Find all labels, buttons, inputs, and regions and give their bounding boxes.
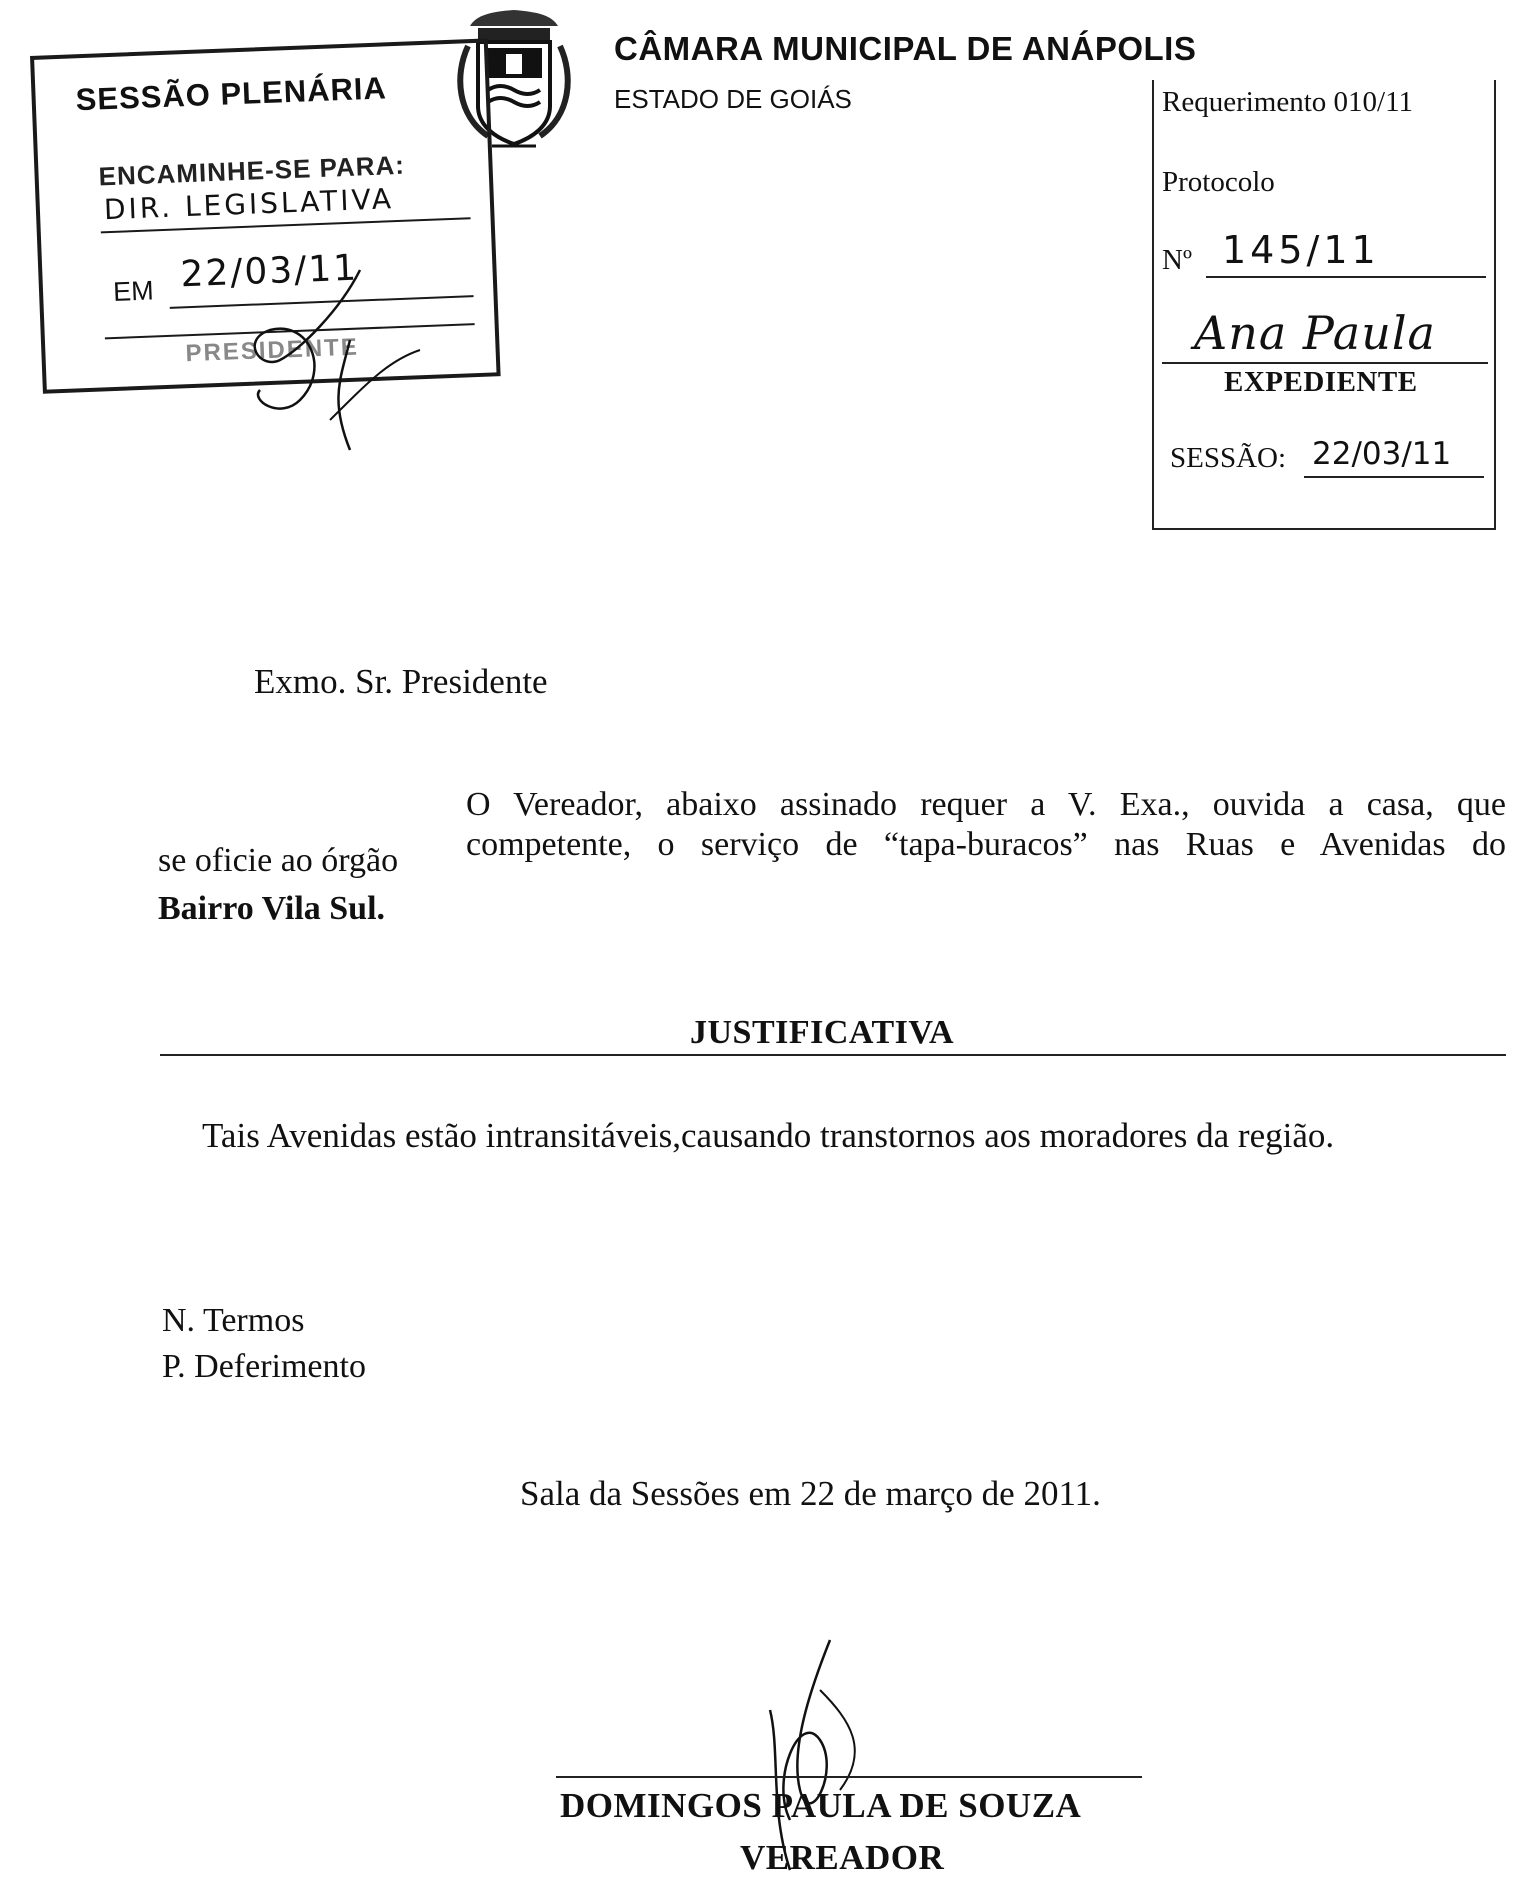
councilor-name: DOMINGOS PAULA DE SOUZA — [560, 1786, 1082, 1825]
protocol-number-value: 145/11 — [1222, 228, 1380, 272]
request-paragraph-line-2-left: se oficie ao órgão — [158, 842, 399, 879]
neighborhood-name: Bairro Vila Sul. — [158, 890, 386, 927]
justification-heading: JUSTIFICATIVA — [690, 1014, 955, 1051]
institution-subtitle: ESTADO DE GOIÁS — [614, 84, 852, 114]
president-signature-icon — [220, 250, 420, 460]
justification-divider — [160, 1054, 1506, 1056]
signature-line — [1162, 362, 1488, 364]
stamp-date-label: EM — [112, 275, 155, 307]
salutation: Exmo. Sr. Presidente — [254, 662, 548, 701]
protocol-box — [1152, 80, 1496, 530]
closing-request: P. Deferimento — [162, 1348, 366, 1385]
session-label: SESSÃO: — [1170, 442, 1287, 474]
expediente-label: EXPEDIENTE — [1224, 366, 1418, 398]
protocol-number-line — [1206, 276, 1486, 278]
request-paragraph-line-1: O Vereador, abaixo assinado requer a V. Exa., ouvida a casa, que — [466, 786, 1506, 823]
stamp-forward-label: ENCAMINHE-SE PARA: — [98, 149, 406, 192]
session-line — [1304, 476, 1484, 478]
justification-text: Tais Avenidas estão intransitáveis,causando transtornos aos moradores da região. — [202, 1116, 1335, 1155]
councilor-role: VEREADOR — [740, 1838, 945, 1877]
stamp-date-value: 22/03/11 — [179, 247, 359, 296]
stamp-forward-value: DIR. LEGISLATIVA — [103, 182, 395, 227]
institution-title: CÂMARA MUNICIPAL DE ANÁPOLIS — [614, 30, 1197, 67]
signature-line — [556, 1776, 1142, 1778]
protocol-label: Protocolo — [1162, 166, 1275, 198]
closing-terms: N. Termos — [162, 1302, 305, 1339]
session-date: 22/03/11 — [1312, 436, 1452, 472]
stamp-title: SESSÃO PLENÁRIA — [75, 70, 388, 118]
request-number: Requerimento 010/11 — [1162, 86, 1414, 118]
receiver-signature: Ana Paula — [1194, 306, 1436, 360]
place-and-date: Sala da Sessões em 22 de março de 2011. — [520, 1474, 1101, 1513]
stamp-signature-label: PRESIDENTE — [185, 333, 360, 368]
protocol-number-label: Nº — [1162, 244, 1192, 276]
request-paragraph-line-2-right: competente, o serviço de “tapa-buracos” nas Ruas e Avenidas do — [466, 826, 1506, 863]
